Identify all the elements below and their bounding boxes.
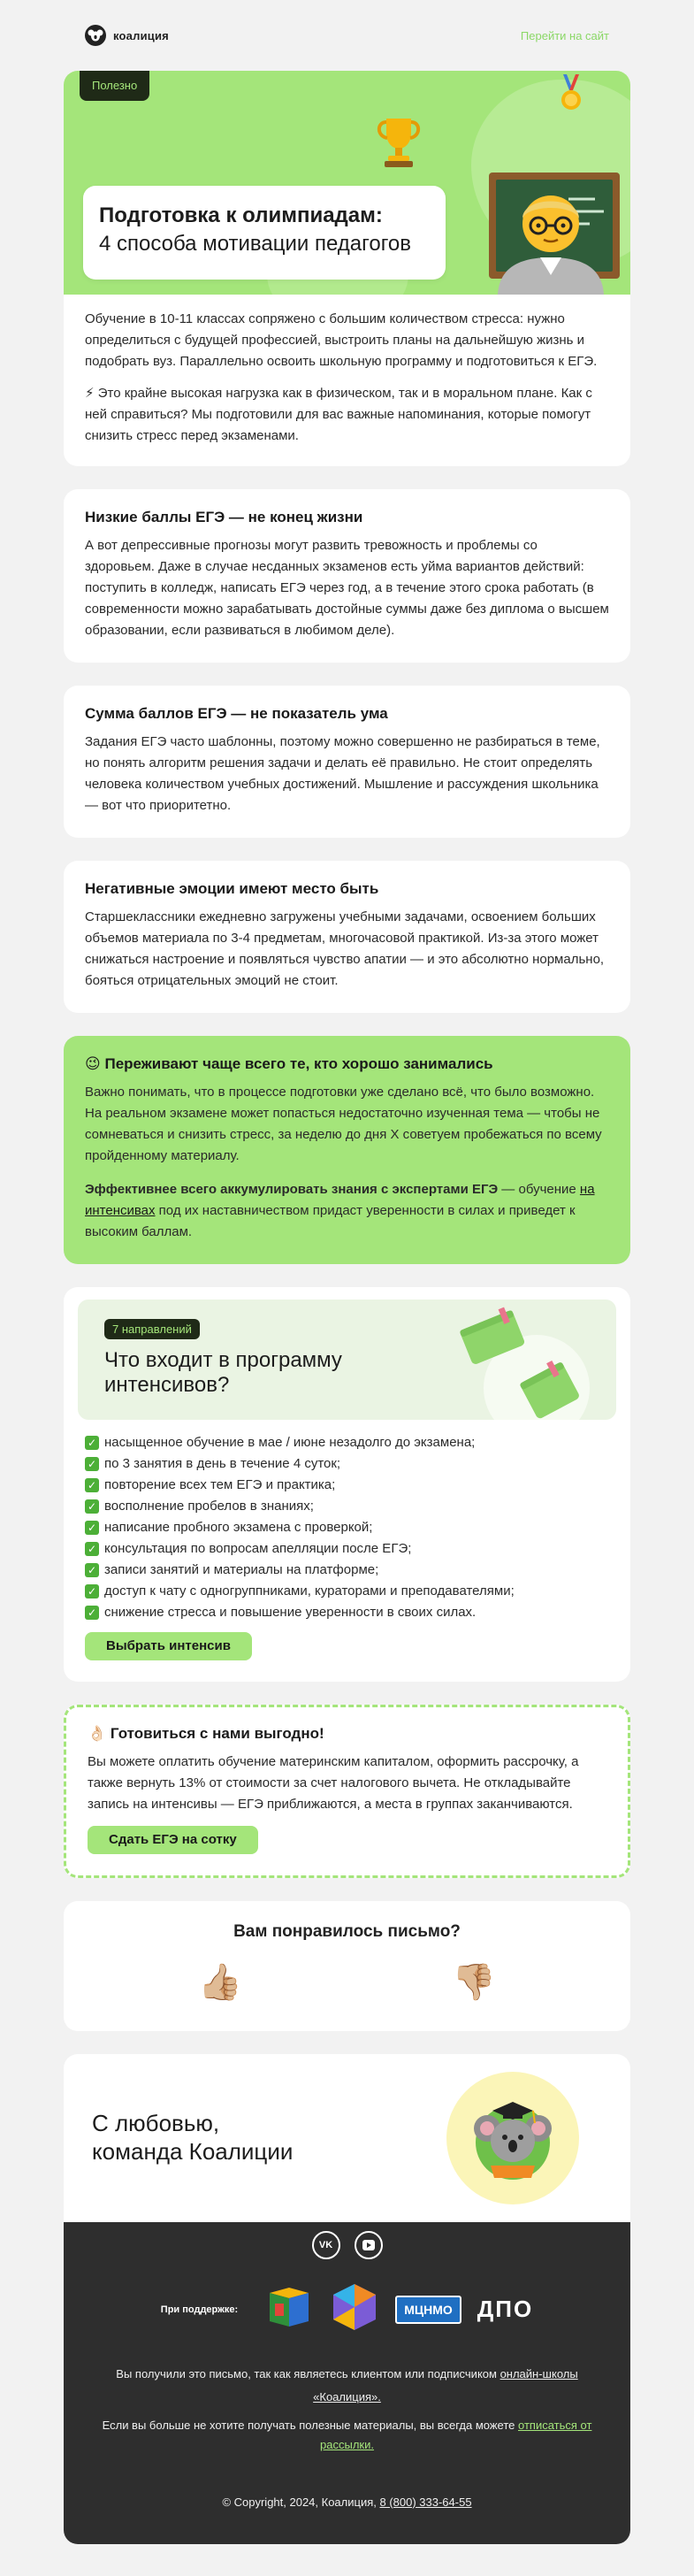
highlight-connector: — обучение xyxy=(498,1182,580,1197)
teacher-illustration-icon xyxy=(480,172,630,295)
highlight-bold: Эффективнее всего аккумулировать знания с экспертами ЕГЭ xyxy=(85,1182,499,1197)
unsubscribe-link[interactable]: отписаться от рассылки. xyxy=(320,2419,592,2451)
list-item-text: доступ к чату с одногруппниками, кураторами и преподавателями; xyxy=(104,1583,515,1598)
pass-exam-button[interactable]: Сдать ЕГЭ на сотку xyxy=(88,1826,258,1854)
check-icon: ✓ xyxy=(85,1499,99,1514)
ok-hand-icon: 👌🏻 xyxy=(88,1725,107,1742)
list-item xyxy=(85,1581,609,1602)
partner-gem-logo-icon xyxy=(330,2282,379,2336)
thumbs-down-icon[interactable]: 👎🏼 xyxy=(452,1963,496,2002)
list-item xyxy=(85,1560,609,1581)
hero-card xyxy=(64,71,630,466)
tip-card xyxy=(64,861,630,1013)
list-item xyxy=(85,1602,609,1623)
intro-paragraph: Обучение в 10-11 классах сопряжено с большим количеством стресса: нужно определиться с будущей профессией, выстроить планы на дальнейшую жизнь и подобрать вуз. Параллельно освоить школьную программу и подготовиться к ЕГЭ. xyxy=(85,311,598,369)
hero-intro xyxy=(64,295,630,466)
go-to-site-link[interactable]: Перейти на сайт xyxy=(520,28,609,42)
intensives-card xyxy=(64,1287,630,1682)
subscription-note-text: Вы получили это письмо, так как являетесь клиентом или подписчиком xyxy=(116,2367,500,2380)
thumbs-up-icon[interactable]: 👍🏼 xyxy=(198,1963,242,2002)
lightning-icon: ⚡ xyxy=(85,386,95,401)
promo-card xyxy=(64,1705,630,1878)
koalition-logo[interactable] xyxy=(85,25,169,46)
vk-icon[interactable]: VK xyxy=(312,2231,340,2259)
promo-title-text: Готовиться с нами выгодно! xyxy=(110,1725,324,1742)
highlight-tail: под их наставничеством придаст уверенности в силах и приведет к высоким баллам. xyxy=(85,1203,576,1239)
hero-banner xyxy=(64,71,630,295)
partners-row xyxy=(99,2282,595,2336)
tip-card xyxy=(64,686,630,838)
list-item-text: насыщенное обучение в мае / июне незадолго до экзамена; xyxy=(104,1435,476,1450)
list-item-text: снижение стресса и повышение уверенности в своих силах. xyxy=(104,1605,477,1620)
check-icon: ✓ xyxy=(85,1478,99,1492)
signature-block xyxy=(64,2054,630,2222)
signature-line: С любовью, xyxy=(92,2110,220,2136)
copyright xyxy=(99,2496,595,2509)
book-icon xyxy=(519,1360,581,1420)
intensives-title: Что входит в программу интенсивов? xyxy=(104,1348,342,1397)
email-header xyxy=(64,0,630,71)
choose-intensive-button[interactable]: Выбрать интенсив xyxy=(85,1632,252,1660)
list-item xyxy=(85,1517,609,1538)
hero-subtitle: 4 способа мотивации педагогов xyxy=(99,232,412,256)
highlight-text: Важно понимать, что в процессе подготовки уже сделано всё, что было возможно. На реальном экзамене может попасться недостаточно изученная тема — чтобы не сомневаться и снизить стресс, за неделю до дня X советуем пробежаться по всему пройденному материалу. xyxy=(85,1085,602,1163)
list-item-text: написание пробного экзамена с проверкой; xyxy=(104,1520,373,1535)
wink-emoji-icon: 😉 xyxy=(85,1055,101,1072)
feedback-card xyxy=(64,1901,630,2031)
list-item xyxy=(85,1496,609,1517)
check-icon: ✓ xyxy=(85,1542,99,1556)
partner-dpo-logo: ДПО xyxy=(477,2296,534,2322)
logo-text: коалиция xyxy=(113,28,169,42)
list-item-text: по 3 занятия в день в течение 4 суток; xyxy=(104,1456,341,1471)
tip-text: Старшеклассники ежедневно загружены учебными задачами, освоением больших объемов материала по 3-4 предметам, многочасовой практикой. Из-за этого может снижаться настроение и появляться чувство апатии — и это абсолютно нормально, бояться отрицательных эмоций не стоит. xyxy=(85,909,605,988)
check-icon: ✓ xyxy=(85,1584,99,1598)
tip-card xyxy=(64,489,630,663)
book-icon xyxy=(457,1307,528,1373)
partners-label: При поддержке: xyxy=(160,2304,239,2315)
hero-title: Подготовка к олимпиадам: xyxy=(99,203,383,227)
intensives-banner xyxy=(78,1300,616,1420)
list-item-text: повторение всех тем ЕГЭ и практика; xyxy=(104,1477,336,1492)
partner-cube-logo-icon xyxy=(263,2284,314,2334)
tip-title: Негативные эмоции имеют место быть xyxy=(85,880,379,897)
hero-title-box xyxy=(83,186,446,280)
tip-text: А вот депрессивные прогнозы могут развить тревожность и проблемы со здоровьем. Даже в случае несданных экзаменов есть уйма вариантов действий: поступить в колледж, написать ЕГЭ через год, а в течение этого срока работать (в современности можно зарабатывать достойные суммы даже без диплома о высшем образовании, если развиваться в любимом деле). xyxy=(85,538,609,638)
koala-logo-icon xyxy=(85,25,106,46)
promo-text: Вы можете оплатить обучение материнским капиталом, оформить рассрочку, а также вернуть 13% от стоимости за счет налогового вычета. Не откладывайте запись на интенсивы — ЕГЭ приближаются, а места в группах заканчиваются. xyxy=(88,1754,579,1812)
highlight-title xyxy=(85,1055,609,1073)
highlight-card xyxy=(64,1036,630,1264)
check-icon: ✓ xyxy=(85,1563,99,1577)
highlight-cta-text xyxy=(85,1179,609,1243)
tip-text: Задания ЕГЭ часто шаблонны, поэтому можно совершенно не разбираться в теме, но понять алгоритм решения задачи и делать её правильно. Не стоит определять человека количеством учебных достижений. Мышление и рассуждения школьника — вот что приоритетно. xyxy=(85,734,600,813)
intro-paragraph xyxy=(85,383,609,447)
phone-link[interactable]: 8 (800) 333-64-55 xyxy=(379,2496,472,2509)
youtube-icon[interactable] xyxy=(355,2231,383,2259)
list-item-text: консультация по вопросам апелляции после ЕГЭ; xyxy=(104,1541,412,1556)
check-icon: ✓ xyxy=(85,1606,99,1620)
koala-mascot-icon xyxy=(446,2072,579,2204)
check-icon: ✓ xyxy=(85,1521,99,1535)
medal-icon xyxy=(558,74,584,118)
unsubscribe-note-text: Если вы больше не хотите получать полезные материалы, вы всегда можете xyxy=(102,2419,518,2432)
promo-title xyxy=(88,1725,606,1743)
intensives-checklist xyxy=(85,1432,609,1623)
social-links xyxy=(99,2231,595,2259)
check-icon: ✓ xyxy=(85,1436,99,1450)
tip-title: Низкие баллы ЕГЭ — не конец жизни xyxy=(85,509,363,525)
signature-line: команда Коалиции xyxy=(92,2138,294,2165)
tip-title: Сумма баллов ЕГЭ — не показатель ума xyxy=(85,705,388,722)
trophy-icon xyxy=(373,115,424,174)
list-item-text: записи занятий и материалы на платформе; xyxy=(104,1562,379,1577)
list-item xyxy=(85,1432,609,1453)
footer-dark xyxy=(64,2222,630,2544)
email-container xyxy=(64,0,630,2544)
footer-card xyxy=(64,2054,630,2544)
unsubscribe-note xyxy=(99,2416,595,2455)
school-link[interactable]: онлайн-школы «Коалиция». xyxy=(313,2367,578,2404)
list-item xyxy=(85,1453,609,1475)
intensives-link[interactable]: на интенсивах xyxy=(85,1182,595,1218)
feedback-question: Вам понравилось письмо? xyxy=(233,1922,461,1941)
list-item xyxy=(85,1538,609,1560)
useful-badge: Полезно xyxy=(80,71,149,101)
feedback-buttons xyxy=(85,1942,609,2003)
copyright-text: © Copyright, 2024, Коалиция, xyxy=(222,2496,380,2509)
highlight-title-text: Переживают чаще всего те, кто хорошо занимались xyxy=(104,1055,493,1072)
subscription-note xyxy=(99,2363,595,2409)
intro-paragraph-text: Это крайне высокая нагрузка как в физическом, так и в моральном плане. Как с ней справиться? Мы подготовили для вас важные напоминания, которые помогут снизить стресс перед экзаменами. xyxy=(85,386,592,443)
list-item-text: восполнение пробелов в знаниях; xyxy=(104,1499,314,1514)
partner-mccme-logo: МЦНМО xyxy=(395,2296,461,2324)
directions-chip: 7 направлений xyxy=(104,1319,200,1339)
list-item xyxy=(85,1475,609,1496)
check-icon: ✓ xyxy=(85,1457,99,1471)
